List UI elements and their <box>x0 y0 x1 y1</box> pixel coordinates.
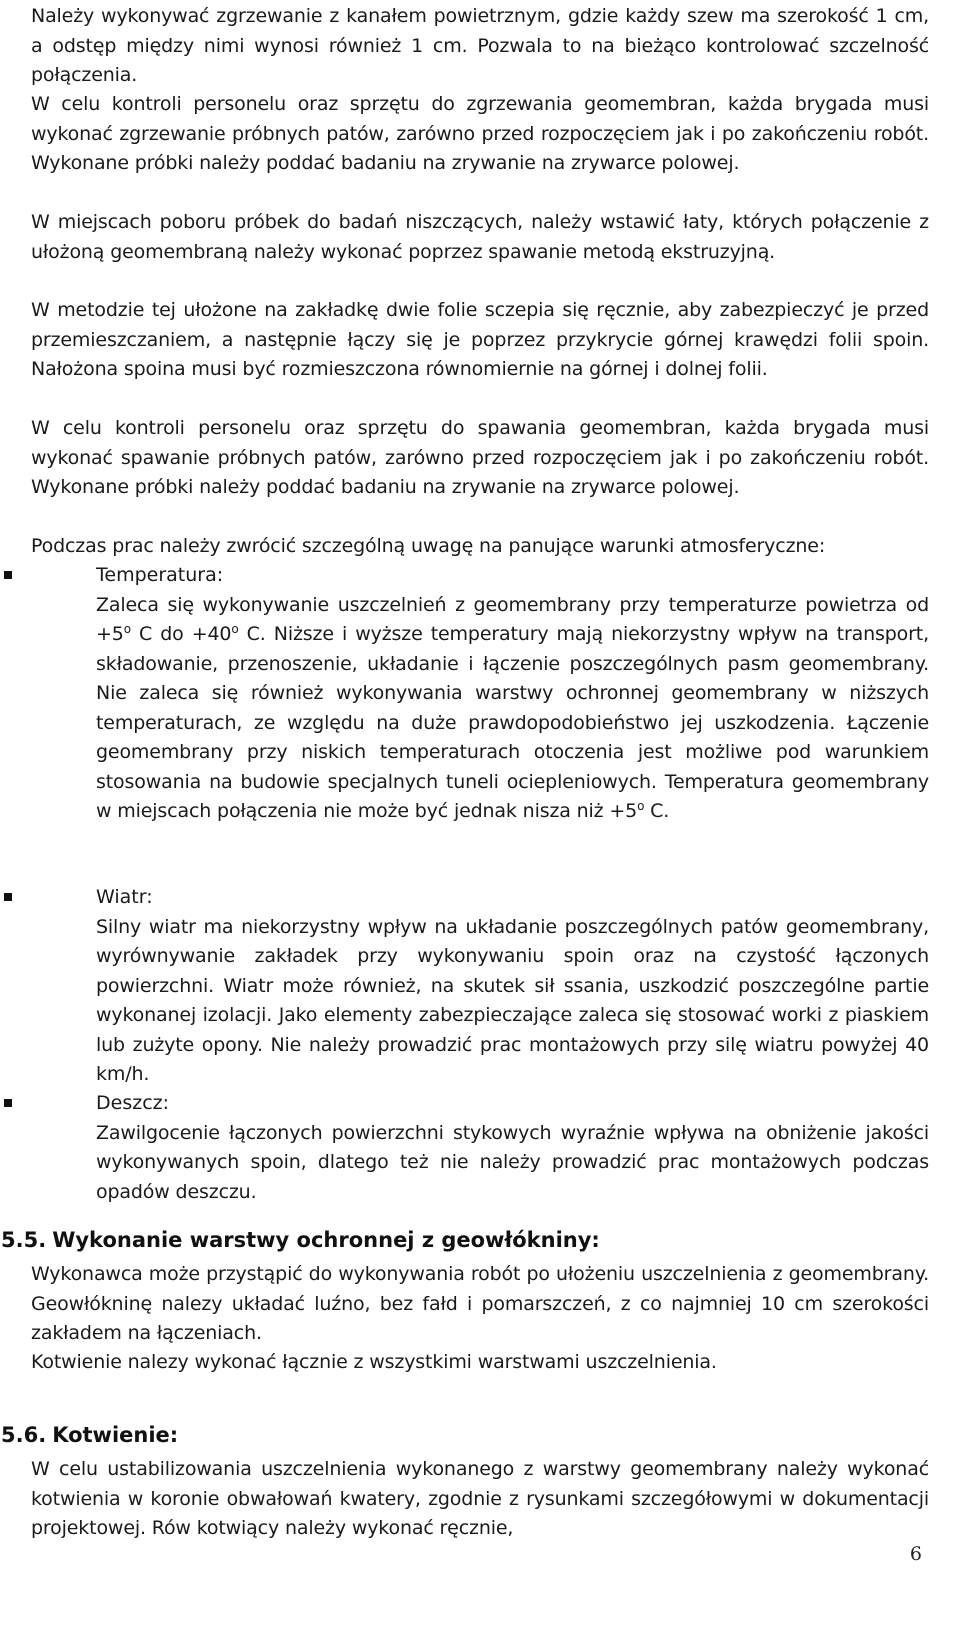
bullet-rain-head: Deszcz: <box>96 1092 170 1114</box>
section-5-6-heading <box>1 1421 178 1449</box>
square-bullet-icon <box>4 571 12 579</box>
bullet-wind-head: Wiatr: <box>96 886 153 908</box>
paragraph-seam-channel: Należy wykonywać zgrzewanie z kanałem powietrznym, gdzie każdy szew ma szerokość 1 cm, a odstęp między nimi wynosi również 1 cm. Pozwala to na bieżąco kontrolować szczelność połączenia. <box>31 5 929 86</box>
page-number: 6 <box>909 1543 922 1565</box>
bullet-wind <box>31 883 929 1090</box>
bullet-wind-body: Silny wiatr ma niekorzystny wpływ na układanie poszczególnych patów geomembrany, wyrównywanie zakładek przy wykonywaniu spoin oraz na czystość łączonych powierzchni. Wiatr może również, na skutek sił ssania, uszkodzić poszczególne partie wykonanej izolacji. Jako elementy zabezpieczające zaleca się stosować worki z piaskiem lub zużyte opony. Nie należy prowadzić prac montażowych przy silę wiatru powyżej 40 km/h. <box>96 915 929 1085</box>
paragraph-welding-control: W celu kontroli personelu oraz sprzętu do zgrzewania geomembran, każda brygada musi wykonać zgrzewanie próbnych patów, zarówno przed rozpoczęciem jak i po zakończeniu robót. Wykonane próbki należy poddać badaniu na zrywanie na zrywarce polowej. <box>31 93 929 174</box>
bullet-temperature-body: Zaleca się wykonywanie uszczelnień z geomembrany przy temperaturze powietrza od $+5^o$ C do $+40^o$ C. Niższe i wyższe temperatury mają niekorzystny wpływ na transport, składowanie, przenoszenie, układanie i łączenie poszczególnych pasm geomembrany. Nie zaleca się również wykonywania warstwy ochronnej geomembrany w niższych temperaturach, ze względu na duże prawdopodobieństwo jej uszkodzenia. Łączenie geomembrany przy niskich temperaturach otoczenia jest możliwe pod warunkiem stosowania na budowie specjalnych tuneli ociepleniowych. Temperatura geomembrany w miejscach połączenia nie może być jednak nisza niż $+5^o$ C. <box>96 593 929 822</box>
bullet-rain <box>31 1089 929 1207</box>
paragraph-weather-intro: Podczas prac należy zwrócić szczególną uwagę na panujące warunki atmosferyczne: <box>31 535 826 557</box>
paragraph-geotextile: Wykonawca może przystąpić do wykonywania robót po ułożeniu uszczelnienia z geomembrany. Geowłókninę nalezy układać luźno, bez fałd i pomarszczeń, z co najmniej 10 cm szerokości zakładem na łączeniach. <box>31 1263 929 1344</box>
bullet-temperature-head: Temperatura: <box>96 564 224 586</box>
bullet-rain-body: Zawilgocenie łączonych powierzchni stykowych wyraźnie wpływa na obniżenie jakości wykonywanych spoin, dlatego też nie należy prowadzić prac montażowych podczas opadów deszczu. <box>96 1121 929 1203</box>
paragraph-spawanie-control: W celu kontroli personelu oraz sprzętu do spawania geomembran, każda brygada musi wykonać spawanie próbnych patów, zarówno przed rozpoczęciem jak i po zakończeniu robót. Wykonane próbki należy poddać badaniu na zrywanie na zrywarce polowej. <box>31 417 929 498</box>
section-5-5-number: 5.5. <box>1 1228 47 1252</box>
square-bullet-icon <box>4 893 12 901</box>
paragraph-anchoring: W celu ustabilizowania uszczelnienia wykonanego z warstwy geomembrany należy wykonać kotwienia w koronie obwałowań kwatery, zgodnie z rysunkami szczegółowymi w dokumentacji projektowej. Rów kotwiący należy wykonać ręcznie, <box>31 1458 929 1539</box>
square-bullet-icon <box>4 1099 12 1107</box>
section-5-5-heading <box>1 1226 600 1254</box>
section-5-6-number: 5.6. <box>1 1423 47 1447</box>
section-5-6-title: Kotwienie: <box>52 1423 179 1447</box>
bullet-temperature <box>31 561 929 827</box>
paragraph-extrusion-method: W metodzie tej ułożone na zakładkę dwie folie sczepia się ręcznie, aby zabezpieczyć je przed przemieszczaniem, a następnie łączy się je poprzez przykrycie górnej krawędzi folii spoin. Nałożona spoina musi być rozmieszczona równomiernie na górnej i dolnej folii. <box>31 299 929 380</box>
paragraph-anchoring-layers: Kotwienie nalezy wykonać łącznie z wszystkimi warstwami uszczelnienia. <box>31 1351 717 1373</box>
paragraph-patches: W miejscach poboru próbek do badań niszczących, należy wstawić łaty, których połączenie z ułożoną geomembraną należy wykonać poprzez spawanie metodą ekstruzyjną. <box>31 211 929 263</box>
section-5-5-title: Wykonanie warstwy ochronnej z geowłókniny: <box>52 1228 600 1252</box>
